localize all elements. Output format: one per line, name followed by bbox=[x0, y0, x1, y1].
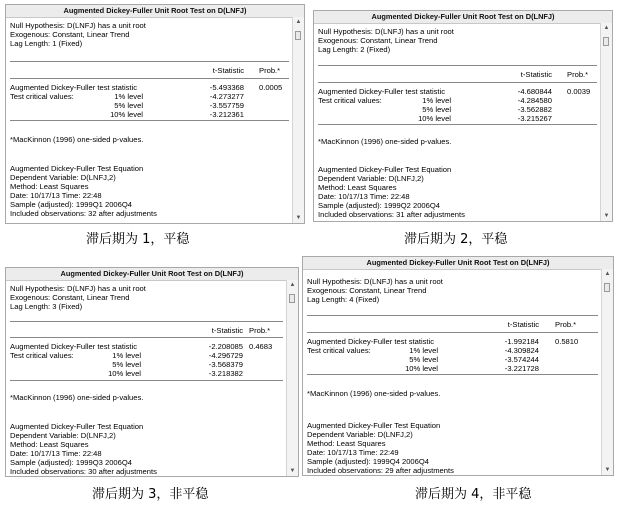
vertical-scrollbar[interactable] bbox=[286, 280, 298, 476]
divider bbox=[307, 332, 598, 333]
panel-title: Augmented Dickey-Fuller Unit Root Test on D(LNFJ) bbox=[6, 268, 298, 281]
exogenous: Exogenous: Constant, Linear Trend bbox=[307, 286, 427, 295]
scroll-thumb[interactable] bbox=[289, 294, 295, 303]
null-hypothesis: Null Hypothesis: D(LNFJ) has a unit root bbox=[318, 27, 454, 36]
divider bbox=[10, 61, 289, 62]
level-1: 1% level bbox=[422, 96, 451, 105]
exogenous: Exogenous: Constant, Linear Trend bbox=[10, 293, 130, 302]
dependent-variable: Dependent Variable: D(LNFJ,2) bbox=[307, 430, 413, 439]
level-10: 10% level bbox=[108, 369, 141, 378]
divider bbox=[307, 374, 598, 375]
scroll-up-icon[interactable]: ▲ bbox=[295, 19, 302, 25]
adf-panel-lag2 bbox=[313, 10, 613, 222]
crit-value-5: -3.574244 bbox=[504, 355, 539, 364]
adf-prob: 0.0039 bbox=[567, 87, 591, 96]
level-5: 5% level bbox=[114, 101, 143, 110]
scroll-thumb[interactable] bbox=[295, 31, 301, 40]
scroll-thumb[interactable] bbox=[603, 37, 609, 46]
observations: Included observations: 29 after adjustments bbox=[307, 466, 454, 475]
adf-panel-lag3 bbox=[5, 267, 299, 477]
crit-label: Test critical values: bbox=[10, 351, 74, 360]
crit-value-1: -4.273277 bbox=[209, 92, 244, 101]
scroll-down-icon[interactable]: ▼ bbox=[604, 467, 611, 473]
crit-value-10: -3.218382 bbox=[208, 369, 243, 378]
mackinnon-note: *MacKinnon (1996) one-sided p-values. bbox=[10, 135, 144, 144]
col-tstat-header: t-Statistic bbox=[211, 326, 243, 335]
observations: Included observations: 31 after adjustments bbox=[318, 210, 465, 219]
col-prob-header: Prob.* bbox=[567, 70, 589, 79]
method: Method: Least Squares bbox=[10, 182, 89, 191]
level-10: 10% level bbox=[418, 114, 451, 123]
panel-title: Augmented Dickey-Fuller Unit Root Test on D(LNFJ) bbox=[303, 257, 613, 270]
vertical-scrollbar[interactable] bbox=[600, 23, 612, 221]
col-tstat-header: t-Statistic bbox=[507, 320, 539, 329]
scroll-up-icon[interactable]: ▲ bbox=[603, 25, 610, 31]
crit-label: Test critical values: bbox=[307, 346, 371, 355]
divider bbox=[10, 380, 283, 381]
level-10: 10% level bbox=[110, 110, 143, 119]
exogenous: Exogenous: Constant, Linear Trend bbox=[318, 36, 438, 45]
adf-stat: -5.493368 bbox=[209, 83, 244, 92]
sample: Sample (adjusted): 1999Q3 2006Q4 bbox=[10, 458, 133, 467]
divider bbox=[10, 321, 283, 322]
adf-prob: 0.0005 bbox=[259, 83, 283, 92]
crit-value-5: -3.557759 bbox=[209, 101, 244, 110]
adf-panel-lag4 bbox=[302, 256, 614, 476]
mackinnon-note: *MacKinnon (1996) one-sided p-values. bbox=[10, 393, 144, 402]
sample: Sample (adjusted): 1999Q1 2006Q4 bbox=[10, 200, 133, 209]
scroll-down-icon[interactable]: ▼ bbox=[295, 215, 302, 221]
adf-label: Augmented Dickey-Fuller test statistic bbox=[307, 337, 435, 346]
level-1: 1% level bbox=[112, 351, 141, 360]
adf-stat: -2.208085 bbox=[208, 342, 243, 351]
level-5: 5% level bbox=[409, 355, 438, 364]
null-hypothesis: Null Hypothesis: D(LNFJ) has a unit root bbox=[10, 284, 146, 293]
adf-prob: 0.4683 bbox=[249, 342, 273, 351]
method: Method: Least Squares bbox=[307, 439, 386, 448]
col-prob-header: Prob.* bbox=[555, 320, 577, 329]
caption-lag2: 滞后期为 2，平稳 bbox=[404, 232, 508, 247]
level-5: 5% level bbox=[422, 105, 451, 114]
crit-value-10: -3.221728 bbox=[504, 364, 539, 373]
crit-value-5: -3.562882 bbox=[517, 105, 552, 114]
lag-length: Lag Length: 2 (Fixed) bbox=[318, 45, 391, 54]
crit-label: Test critical values: bbox=[318, 96, 382, 105]
divider bbox=[10, 337, 283, 338]
null-hypothesis: Null Hypothesis: D(LNFJ) has a unit root bbox=[10, 21, 146, 30]
divider bbox=[318, 124, 597, 125]
crit-value-1: -4.296729 bbox=[208, 351, 243, 360]
col-prob-header: Prob.* bbox=[259, 66, 281, 75]
mackinnon-note: *MacKinnon (1996) one-sided p-values. bbox=[307, 389, 441, 398]
divider bbox=[10, 78, 289, 79]
crit-value-10: -3.215267 bbox=[517, 114, 552, 123]
null-hypothesis: Null Hypothesis: D(LNFJ) has a unit root bbox=[307, 277, 443, 286]
scroll-up-icon[interactable]: ▲ bbox=[604, 271, 611, 277]
divider bbox=[318, 82, 597, 83]
level-10: 10% level bbox=[405, 364, 438, 373]
vertical-scrollbar[interactable] bbox=[601, 269, 613, 475]
divider bbox=[307, 315, 598, 316]
crit-label: Test critical values: bbox=[10, 92, 74, 101]
lag-length: Lag Length: 1 (Fixed) bbox=[10, 39, 83, 48]
level-1: 1% level bbox=[409, 346, 438, 355]
lag-length: Lag Length: 3 (Fixed) bbox=[10, 302, 83, 311]
level-1: 1% level bbox=[114, 92, 143, 101]
lag-length: Lag Length: 4 (Fixed) bbox=[307, 295, 380, 304]
equation-title: Augmented Dickey-Fuller Test Equation bbox=[307, 421, 441, 430]
panel-title: Augmented Dickey-Fuller Unit Root Test on D(LNFJ) bbox=[314, 11, 612, 24]
dependent-variable: Dependent Variable: D(LNFJ,2) bbox=[10, 173, 116, 182]
exogenous: Exogenous: Constant, Linear Trend bbox=[10, 30, 130, 39]
col-tstat-header: t-Statistic bbox=[212, 66, 244, 75]
equation-title: Augmented Dickey-Fuller Test Equation bbox=[318, 165, 452, 174]
divider bbox=[318, 65, 597, 66]
equation-title: Augmented Dickey-Fuller Test Equation bbox=[10, 164, 144, 173]
col-tstat-header: t-Statistic bbox=[520, 70, 552, 79]
crit-value-5: -3.568379 bbox=[208, 360, 243, 369]
caption-lag3: 滞后期为 3，非平稳 bbox=[92, 487, 209, 502]
date-time: Date: 10/17/13 Time: 22:49 bbox=[307, 448, 399, 457]
adf-panel-lag1 bbox=[5, 4, 305, 224]
adf-stat: -1.992184 bbox=[504, 337, 539, 346]
method: Method: Least Squares bbox=[318, 183, 397, 192]
divider bbox=[10, 120, 289, 121]
mackinnon-note: *MacKinnon (1996) one-sided p-values. bbox=[318, 137, 452, 146]
sample: Sample (adjusted): 1999Q2 2006Q4 bbox=[318, 201, 441, 210]
scroll-down-icon[interactable]: ▼ bbox=[289, 468, 296, 474]
scroll-up-icon[interactable]: ▲ bbox=[289, 282, 296, 288]
observations: Included observations: 32 after adjustments bbox=[10, 209, 157, 218]
panel-title: Augmented Dickey-Fuller Unit Root Test on D(LNFJ) bbox=[6, 5, 304, 18]
adf-label: Augmented Dickey-Fuller test statistic bbox=[318, 87, 446, 96]
dependent-variable: Dependent Variable: D(LNFJ,2) bbox=[318, 174, 424, 183]
caption-lag4: 滞后期为 4，非平稳 bbox=[415, 487, 532, 502]
sample: Sample (adjusted): 1999Q4 2006Q4 bbox=[307, 457, 430, 466]
scroll-thumb[interactable] bbox=[604, 283, 610, 292]
crit-value-1: -4.284580 bbox=[517, 96, 552, 105]
dependent-variable: Dependent Variable: D(LNFJ,2) bbox=[10, 431, 116, 440]
adf-stat: -4.680844 bbox=[517, 87, 552, 96]
scroll-down-icon[interactable]: ▼ bbox=[603, 213, 610, 219]
date-time: Date: 10/17/13 Time: 22:48 bbox=[10, 449, 102, 458]
crit-value-1: -4.309824 bbox=[504, 346, 539, 355]
equation-title: Augmented Dickey-Fuller Test Equation bbox=[10, 422, 144, 431]
adf-prob: 0.5810 bbox=[555, 337, 579, 346]
crit-value-10: -3.212361 bbox=[209, 110, 244, 119]
adf-label: Augmented Dickey-Fuller test statistic bbox=[10, 83, 138, 92]
method: Method: Least Squares bbox=[10, 440, 89, 449]
observations: Included observations: 30 after adjustments bbox=[10, 467, 157, 476]
date-time: Date: 10/17/13 Time: 22:48 bbox=[318, 192, 410, 201]
adf-label: Augmented Dickey-Fuller test statistic bbox=[10, 342, 138, 351]
date-time: Date: 10/17/13 Time: 22:48 bbox=[10, 191, 102, 200]
level-5: 5% level bbox=[112, 360, 141, 369]
col-prob-header: Prob.* bbox=[249, 326, 271, 335]
vertical-scrollbar[interactable] bbox=[292, 17, 304, 223]
caption-lag1: 滞后期为 1，平稳 bbox=[86, 232, 190, 247]
